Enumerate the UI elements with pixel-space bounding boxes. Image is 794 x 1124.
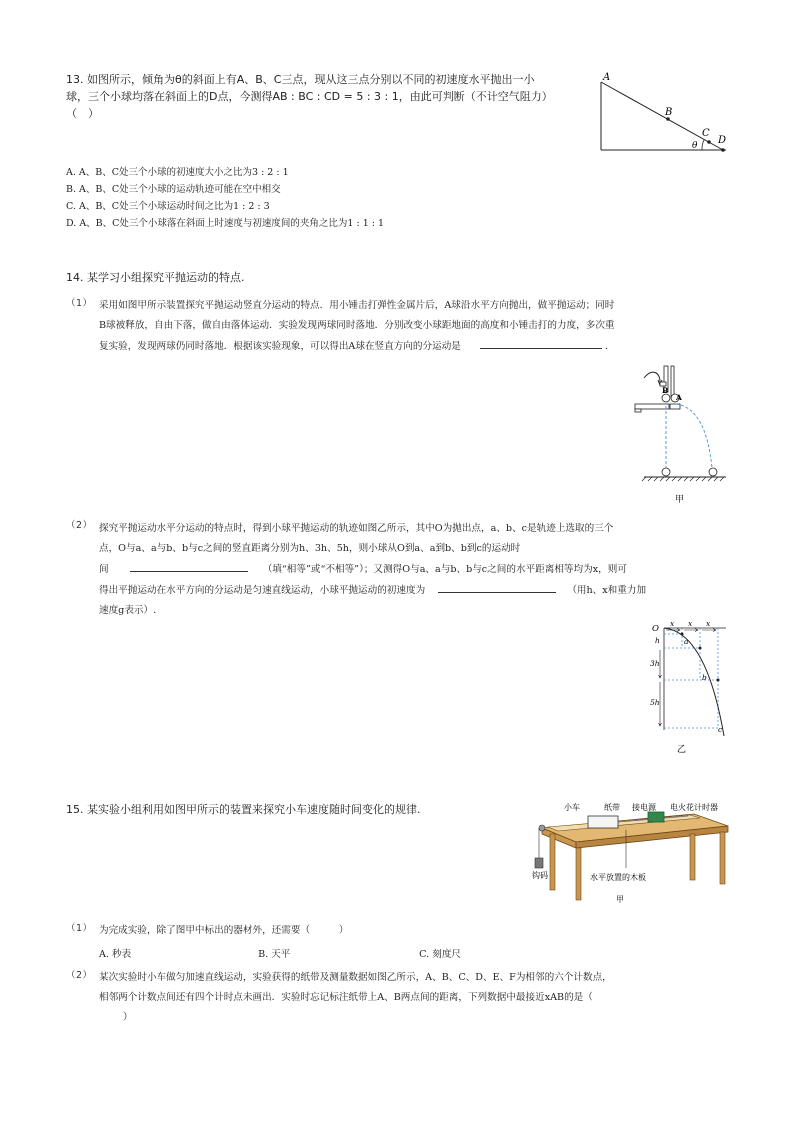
q15-p2-line2: 相邻两个计数点间还有四个计时点未画出．实验时忘记标注纸带上A、B两点间的距离，下列数据中最接近xAB的是（ [99,992,593,1003]
q15-p2-line1: 某次实验时小车做匀加速直线运动，实验获得的纸带及测量数据如图乙所示，A、B、C、D、E、F为相邻的六个计数点， [99,972,612,983]
q15-cart-apparatus [528,796,768,908]
q13-incline-figure [596,70,732,156]
q13-title-line3: （ ） [66,107,99,121]
q14-part2-number: （2） [66,520,93,531]
q14-p2-answer-blank2[interactable] [438,580,556,593]
q15-title: 15. 某实验小组利用如图甲所示的装置来探究小车速度随时间变化的规律. [66,803,421,816]
q13-option-b[interactable]: B. A、B、C处三个小球的运动轨迹可能在空中相交 [66,184,281,195]
q15-part1-text: 为完成实验，除了图甲中标出的器材外，还需要（ ） [99,925,349,936]
q14-p2-line4a: 得出平抛运动在水平方向的分运动是匀速直线运动，小球平抛运动的初速度为 [99,585,426,596]
point-d [721,148,725,152]
q14-p1-line1: 采用如图甲所示装置探究平抛运动竖直分运动的特点．用小锤击打弹性金属片后，A球沿水平方向抛出，做平抛运动；同时 [99,300,615,311]
q14-part1-text [99,296,739,357]
label-c: C [702,128,710,139]
yi-label-x2: x [688,619,693,628]
q15-option-a[interactable]: A. 秒表 [99,949,132,960]
label-b: B [665,107,673,118]
q13-option-d[interactable]: D. A、B、C处三个小球落在斜面上时速度与初速度间的夹角之比为1 : 1 : 1 [66,218,385,229]
yi-label-3h: 3h [650,659,660,668]
q13-title-line1: 13. 如图所示，倾角为θ的斜面上有A、B、C三点，现从这三点分别以不同的初速度水平抛出一小 [66,73,535,86]
q14-p2-line4b: （用h、x和重力加 [567,585,647,596]
jia-label-a: A [676,393,682,402]
yi-label-5h: 5h [650,698,660,707]
q13-stem [66,71,586,122]
jia-label-b: B [662,386,669,395]
jia-caption: 甲 [675,495,685,505]
q14-title: 14. 某学习小组探究平抛运动的特点. [66,271,245,284]
q14-p2-line3b: （填“相等”或“不相等”）；又测得O与a、a与b、b与c之间的水平距离相等均为x，则可 [262,564,627,575]
q14-p1-end: ． [605,341,615,352]
q14-p2-line3a: 间 [99,564,109,575]
q14-trajectory-yi [646,618,730,758]
q15-part1-number: （1） [66,923,93,934]
q15-option-b[interactable]: B. 天平 [258,949,291,960]
yi-label-b: b [702,673,707,682]
q14-p1-answer-blank[interactable] [480,336,602,349]
yi-label-x3: x [706,619,711,628]
yi-label-a: a [684,637,689,646]
point-c [707,140,711,144]
q14-part2-text [99,519,739,621]
q13-option-a[interactable]: A. A、B、C处三个小球的初速度大小之比为3 : 2 : 1 [66,167,289,178]
yi-label-h: h [655,636,660,645]
fig-label-power: 接电源 [632,803,656,812]
q14-p2-line2: 点，O与a、a与b、b与c之间的竖直距离分别为h、3h、5h，则小球从O到a、a到b、b到c的运动时 [99,543,521,554]
fig-label-weight: 钩码 [532,871,548,880]
q15-p2-line3: ） [123,1012,133,1023]
yi-label-c: c [718,725,723,734]
q15-part1-options [99,945,499,965]
q15-part2-text [99,968,739,1028]
q13-title-line2: 球，三个小球均落在斜面上的D点，今测得AB : BC : CD = 5 : 3 : 1，由此可判断（不计空气阻力） [66,90,553,104]
label-d: D [718,135,727,146]
fig-label-timer: 电火花计时器 [670,803,718,812]
q13-option-c[interactable]: C. A、B、C处三个小球运动时间之比为1 : 2 : 3 [66,201,270,212]
q15-option-c[interactable]: C. 刻度尺 [419,949,462,960]
q13-options [66,166,384,234]
q14-apparatus-jia [626,360,730,510]
q14-part1-number: （1） [66,298,93,309]
q15-part2-number: （2） [66,970,93,981]
fig-label-board: 水平放置的木板 [590,873,646,882]
fig-label-car: 小车 [564,803,580,812]
q14-p1-line2: B球被释放，自由下落，做自由落体运动．实验发现两球同时落地．分别改变小球距地面的高度和小锤击打的力度，多次重 [99,320,615,331]
label-theta: θ [692,141,698,151]
q14-p2-line1: 探究平抛运动水平分运动的特点时，得到小球平抛运动的轨迹如图乙所示，其中O为抛出点，a、b、c是轨迹上选取的三个 [99,523,614,534]
yi-label-o: O [652,624,659,634]
fig-caption: 甲 [616,895,624,904]
q14-p2-line5: 速度g表示）. [99,605,157,616]
label-a: A [603,72,611,83]
q14-p1-line3: 复实验，发现两球仍同时落地．根据该实验现象，可以得出A球在竖直方向的分运动是 [99,341,461,352]
yi-caption: 乙 [677,745,687,755]
q14-p2-answer-blank1[interactable] [130,559,248,572]
fig-label-tape: 纸带 [604,803,620,812]
yi-label-x1: x [670,619,675,628]
